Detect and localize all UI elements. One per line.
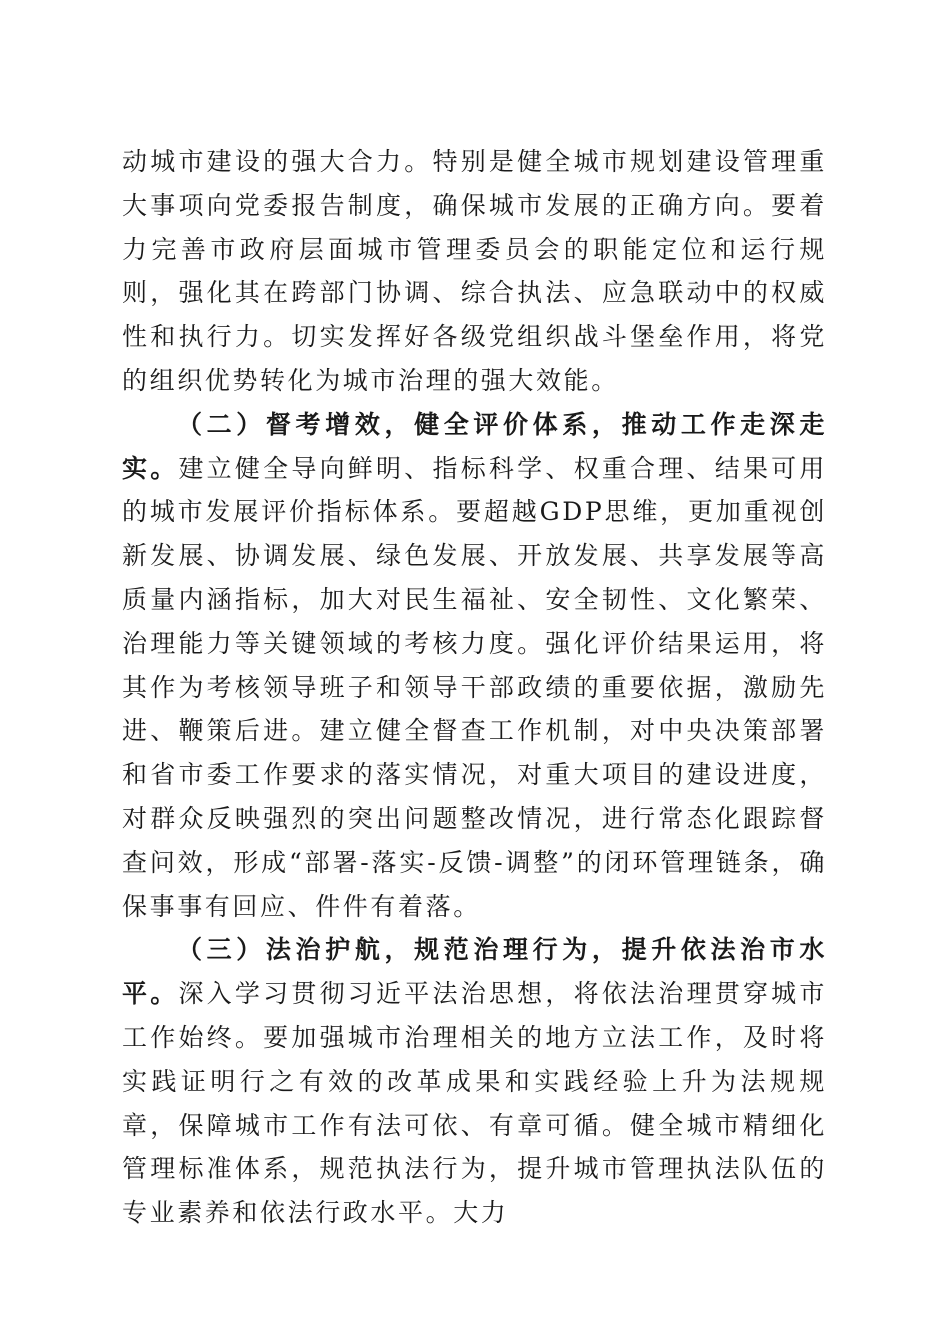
paragraph-continuation	[122, 140, 827, 403]
paragraph-body: 深入学习贯彻习近平法治思想，将依法治理贯穿城市工作始终。要加强城市治理相关的地方立法工作，及时将实践证明行之有效的改革成果和实践经验上升为法规规章，保障城市工作有法可依、有章可循。健全城市精细化管理标准体系，规范执法行为，提升城市管理执法队伍的专业素养和依法行政水平。大力	[122, 979, 827, 1228]
section-heading: （二）督考增效，健全评价体系，推动工作走深走实。	[122, 409, 827, 483]
paragraph-section-2	[122, 403, 827, 929]
section-heading: （三）法治护航，规范治理行为，提升依法治市水平。	[122, 935, 827, 1009]
paragraph-body: 建立健全导向鲜明、指标科学、权重合理、结果可用的城市发展评价指标体系。要超越GDP思维，更加重视创新发展、协调发展、绿色发展、开放发展、共享发展等高质量内涵指标，加大对民生福祉、安全韧性、文化繁荣、治理能力等关键领域的考核力度。强化评价结果运用，将其作为考核领导班子和领导干部政绩的重要依据，激励先进、鞭策后进。建立健全督查工作机制，对中央决策部署和省市委工作要求的落实情况，对重大项目的建设进度，对群众反映强烈的突出问题整改情况，进行常态化跟踪督查问效，形成“部署-落实-反馈-调整”的闭环管理链条，确保事事有回应、件件有着落。	[122, 453, 827, 921]
document-page	[122, 140, 827, 1235]
paragraph-body: 动城市建设的强大合力。特别是健全城市规划建设管理重大事项向党委报告制度，确保城市发展的正确方向。要着力完善市政府层面城市管理委员会的职能定位和运行规则，强化其在跨部门协调、综合执法、应急联动中的权威性和执行力。切实发挥好各级党组织战斗堡垒作用，将党的组织优势转化为城市治理的强大效能。	[122, 147, 827, 395]
paragraph-section-3	[122, 928, 827, 1235]
